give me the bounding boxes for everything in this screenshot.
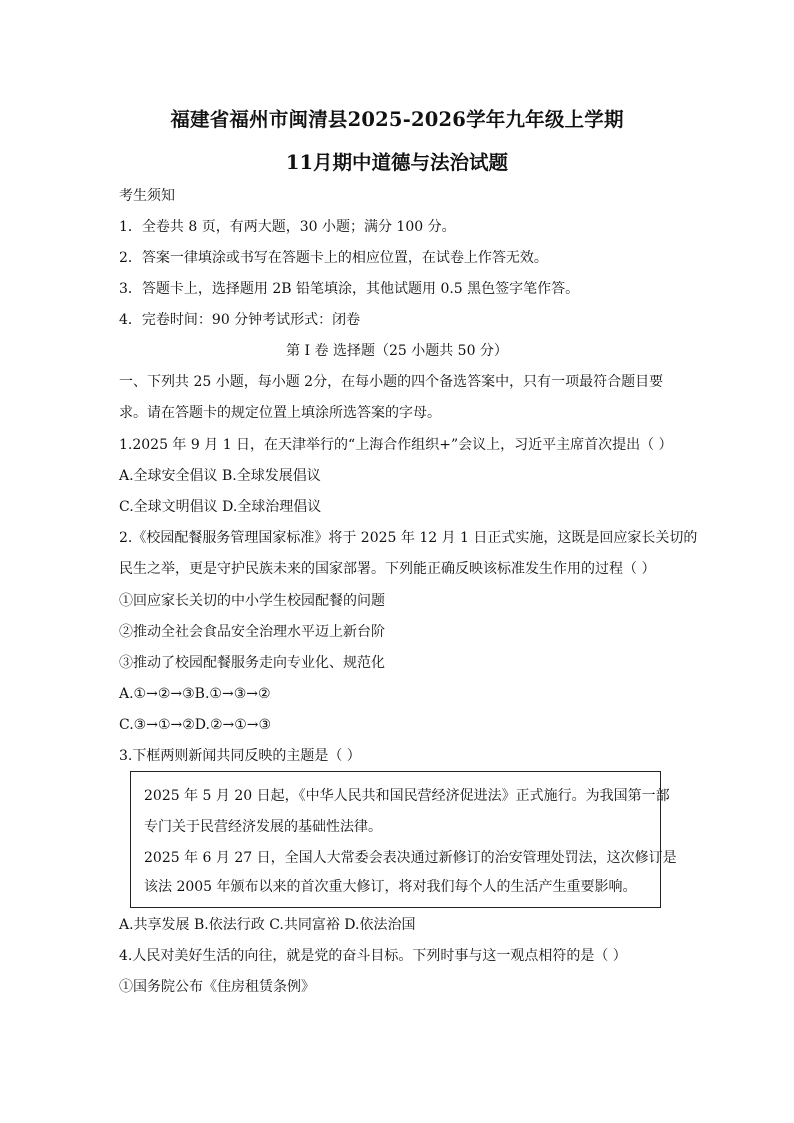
news-text: 该法 2005 年颁布以来的首次重大修订，将对我们每个人的生活产生重要影响。 <box>144 879 637 895</box>
q4-item: ①国务院公布《住房租赁条例》 <box>119 979 315 995</box>
news-text: 2025 年 5 月 20 日起，《中华人民共和国民营经济促进法》正式施行。为我国第一部 <box>144 788 670 804</box>
exam-subtitle: 11月期中道德与法治试题 <box>285 151 509 174</box>
q2-options: A.①→②→③B.①→③→② <box>119 686 271 702</box>
q3-options: A.共享发展 B.依法行政 C.共同富裕 D.依法治国 <box>119 917 416 933</box>
section-instruction: 求。请在答题卡的规定位置上填涂所选答案的字母。 <box>119 405 441 421</box>
q3-stem: 3.下框两则新闻共同反映的主题是（ ） <box>119 748 361 764</box>
q2-item: ③推动了校园配餐服务走向专业化、规范化 <box>119 655 385 671</box>
notice-item: 1．全卷共 8 页，有两大题，30 小题；满分 100 分。 <box>119 219 456 235</box>
notice-item: 4．完卷时间：90 分钟考试形式：闭卷 <box>119 312 361 328</box>
news-text: 专门关于民营经济发展的基础性法律。 <box>144 819 382 835</box>
q1-stem: 1.2025 年 9 月 1 日，在天津举行的“上海合作组织+”会议上，习近平主席首次提出（ ） <box>119 437 673 453</box>
notice-heading: 考生须知 <box>119 188 175 204</box>
q2-item: ①回应家长关切的中小学生校园配餐的问题 <box>119 593 385 609</box>
q1-options: A.全球安全倡议 B.全球发展倡议 <box>119 468 321 484</box>
q2-stem: 2.《校园配餐服务管理国家标准》将于 2025 年 12 月 1 日正式实施，这既是回应家长关切的 <box>119 530 698 546</box>
q1-options: C.全球文明倡议 D.全球治理倡议 <box>119 499 322 515</box>
q2-stem: 民生之举，更是守护民族未来的国家部署。下列能正确反映该标准发生作用的过程（ ） <box>119 561 656 577</box>
section-title: 第 I 卷 选择题（25 小题共 50 分） <box>286 343 508 359</box>
notice-item: 3．答题卡上，选择题用 2B 铅笔填涂，其他试题用 0.5 黑色签字笔作答。 <box>119 281 580 297</box>
q2-item: ②推动全社会食品安全治理水平迈上新台阶 <box>119 624 385 640</box>
section-instruction: 一、下列共 25 小题，每小题 2分，在每小题的四个备选答案中，只有一项最符合题目要 <box>119 374 664 390</box>
exam-title: 福建省福州市闽清县2025-2026学年九年级上学期 <box>170 108 624 131</box>
notice-item: 2．答案一律填涂或书写在答题卡上的相应位置，在试卷上作答无效。 <box>119 250 548 266</box>
q4-stem: 4.人民对美好生活的向往，就是党的奋斗目标。下列时事与这一观点相符的是（ ） <box>119 948 627 964</box>
news-text: 2025 年 6 月 27 日，全国人大常委会表决通过新修订的治安管理处罚法，这次修订是 <box>144 850 677 866</box>
q3-news-box <box>130 771 677 908</box>
q2-options: C.③→①→②D.②→①→③ <box>119 717 272 733</box>
